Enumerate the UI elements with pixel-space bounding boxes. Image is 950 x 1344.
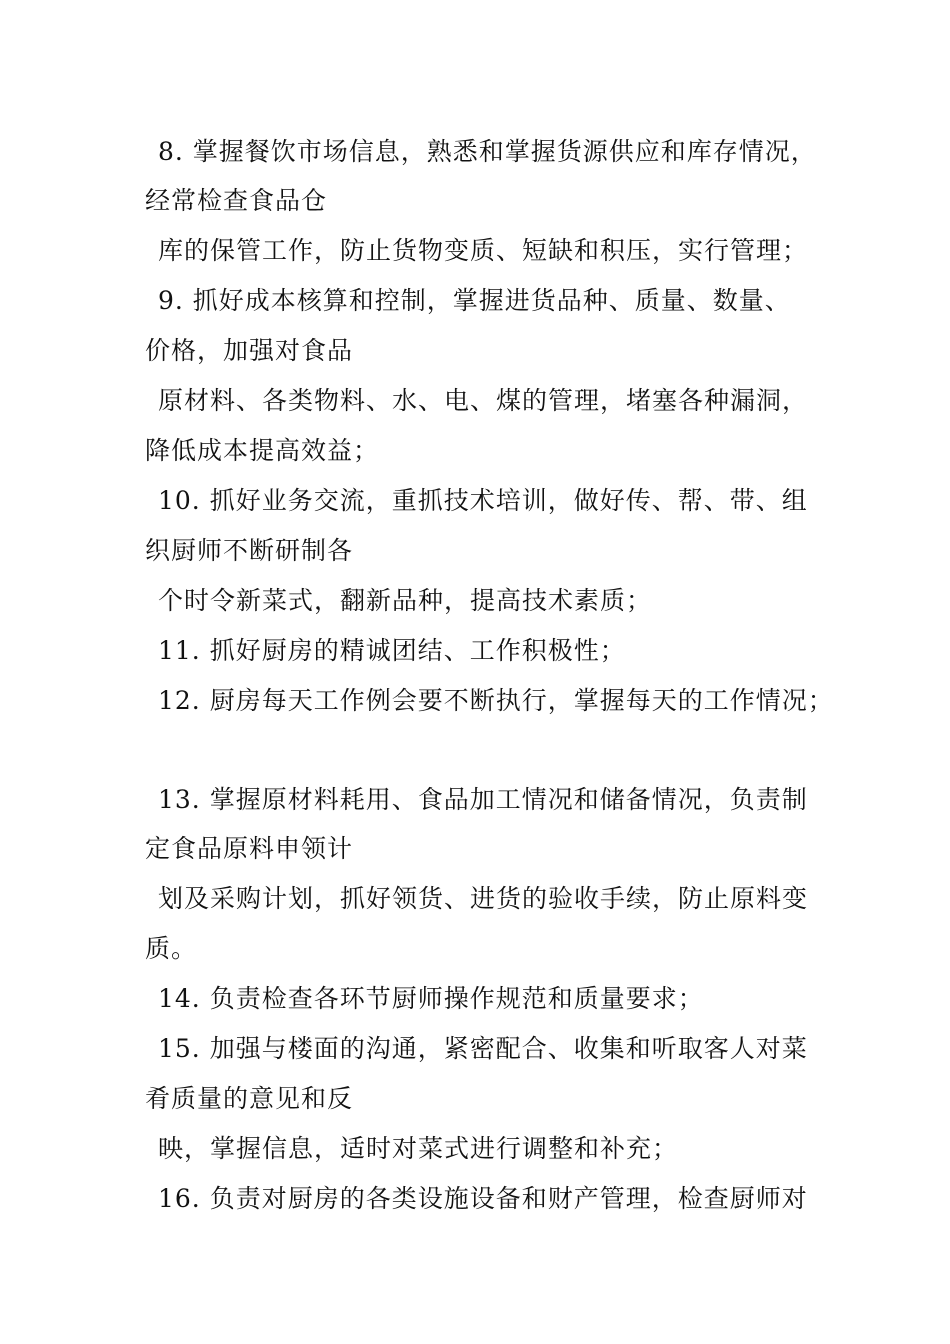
text-line-item-13-cont3: 质。 (145, 934, 198, 963)
text-line-item-8: 8. 掌握餐饮市场信息，熟悉和掌握货源供应和库存情况， (158, 137, 817, 166)
text-line-item-16: 16. 负责对厨房的各类设施设备和财产管理，检查厨师对 (158, 1184, 808, 1213)
text-line-item-8-cont2: 库的保管工作，防止货物变质、短缺和积压，实行管理； (158, 236, 809, 265)
text-line-item-9-cont: 价格，加强对食品 (145, 336, 354, 365)
text-line-item-15-cont2: 映，掌握信息，适时对菜式进行调整和补充； (158, 1134, 679, 1163)
text-line-item-15-cont: 肴质量的意见和反 (145, 1084, 354, 1113)
text-line-item-10-cont: 织厨师不断研制各 (145, 536, 354, 565)
text-line-item-13: 13. 掌握原材料耗用、食品加工情况和储备情况，负责制 (158, 785, 808, 814)
text-line-item-9: 9. 抓好成本核算和控制，掌握进货品种、质量、数量、 (158, 286, 791, 315)
text-line-item-11: 11. 抓好厨房的精诚团结、工作积极性； (158, 636, 626, 665)
text-line-item-13-cont: 定食品原料申领计 (145, 834, 354, 863)
text-line-item-9-cont3: 降低成本提高效益； (145, 436, 380, 465)
text-line-item-8-cont: 经常检查食品仓 (145, 186, 328, 215)
text-line-item-9-cont2: 原材料、各类物料、水、电、煤的管理，堵塞各种漏洞， (158, 386, 809, 415)
text-line-item-14: 14. 负责检查各环节厨师操作规范和质量要求； (158, 984, 704, 1013)
text-line-item-12: 12. 厨房每天工作例会要不断执行，掌握每天的工作情况； (158, 686, 834, 715)
text-line-item-10: 10. 抓好业务交流，重抓技术培训，做好传、帮、带、组 (158, 486, 808, 515)
text-line-item-13-cont2: 划及采购计划，抓好领货、进货的验收手续，防止原料变 (158, 884, 809, 913)
text-line-item-10-cont2: 个时令新菜式，翻新品种，提高技术素质； (158, 586, 653, 615)
text-line-item-15: 15. 加强与楼面的沟通，紧密配合、收集和听取客人对菜 (158, 1034, 808, 1063)
